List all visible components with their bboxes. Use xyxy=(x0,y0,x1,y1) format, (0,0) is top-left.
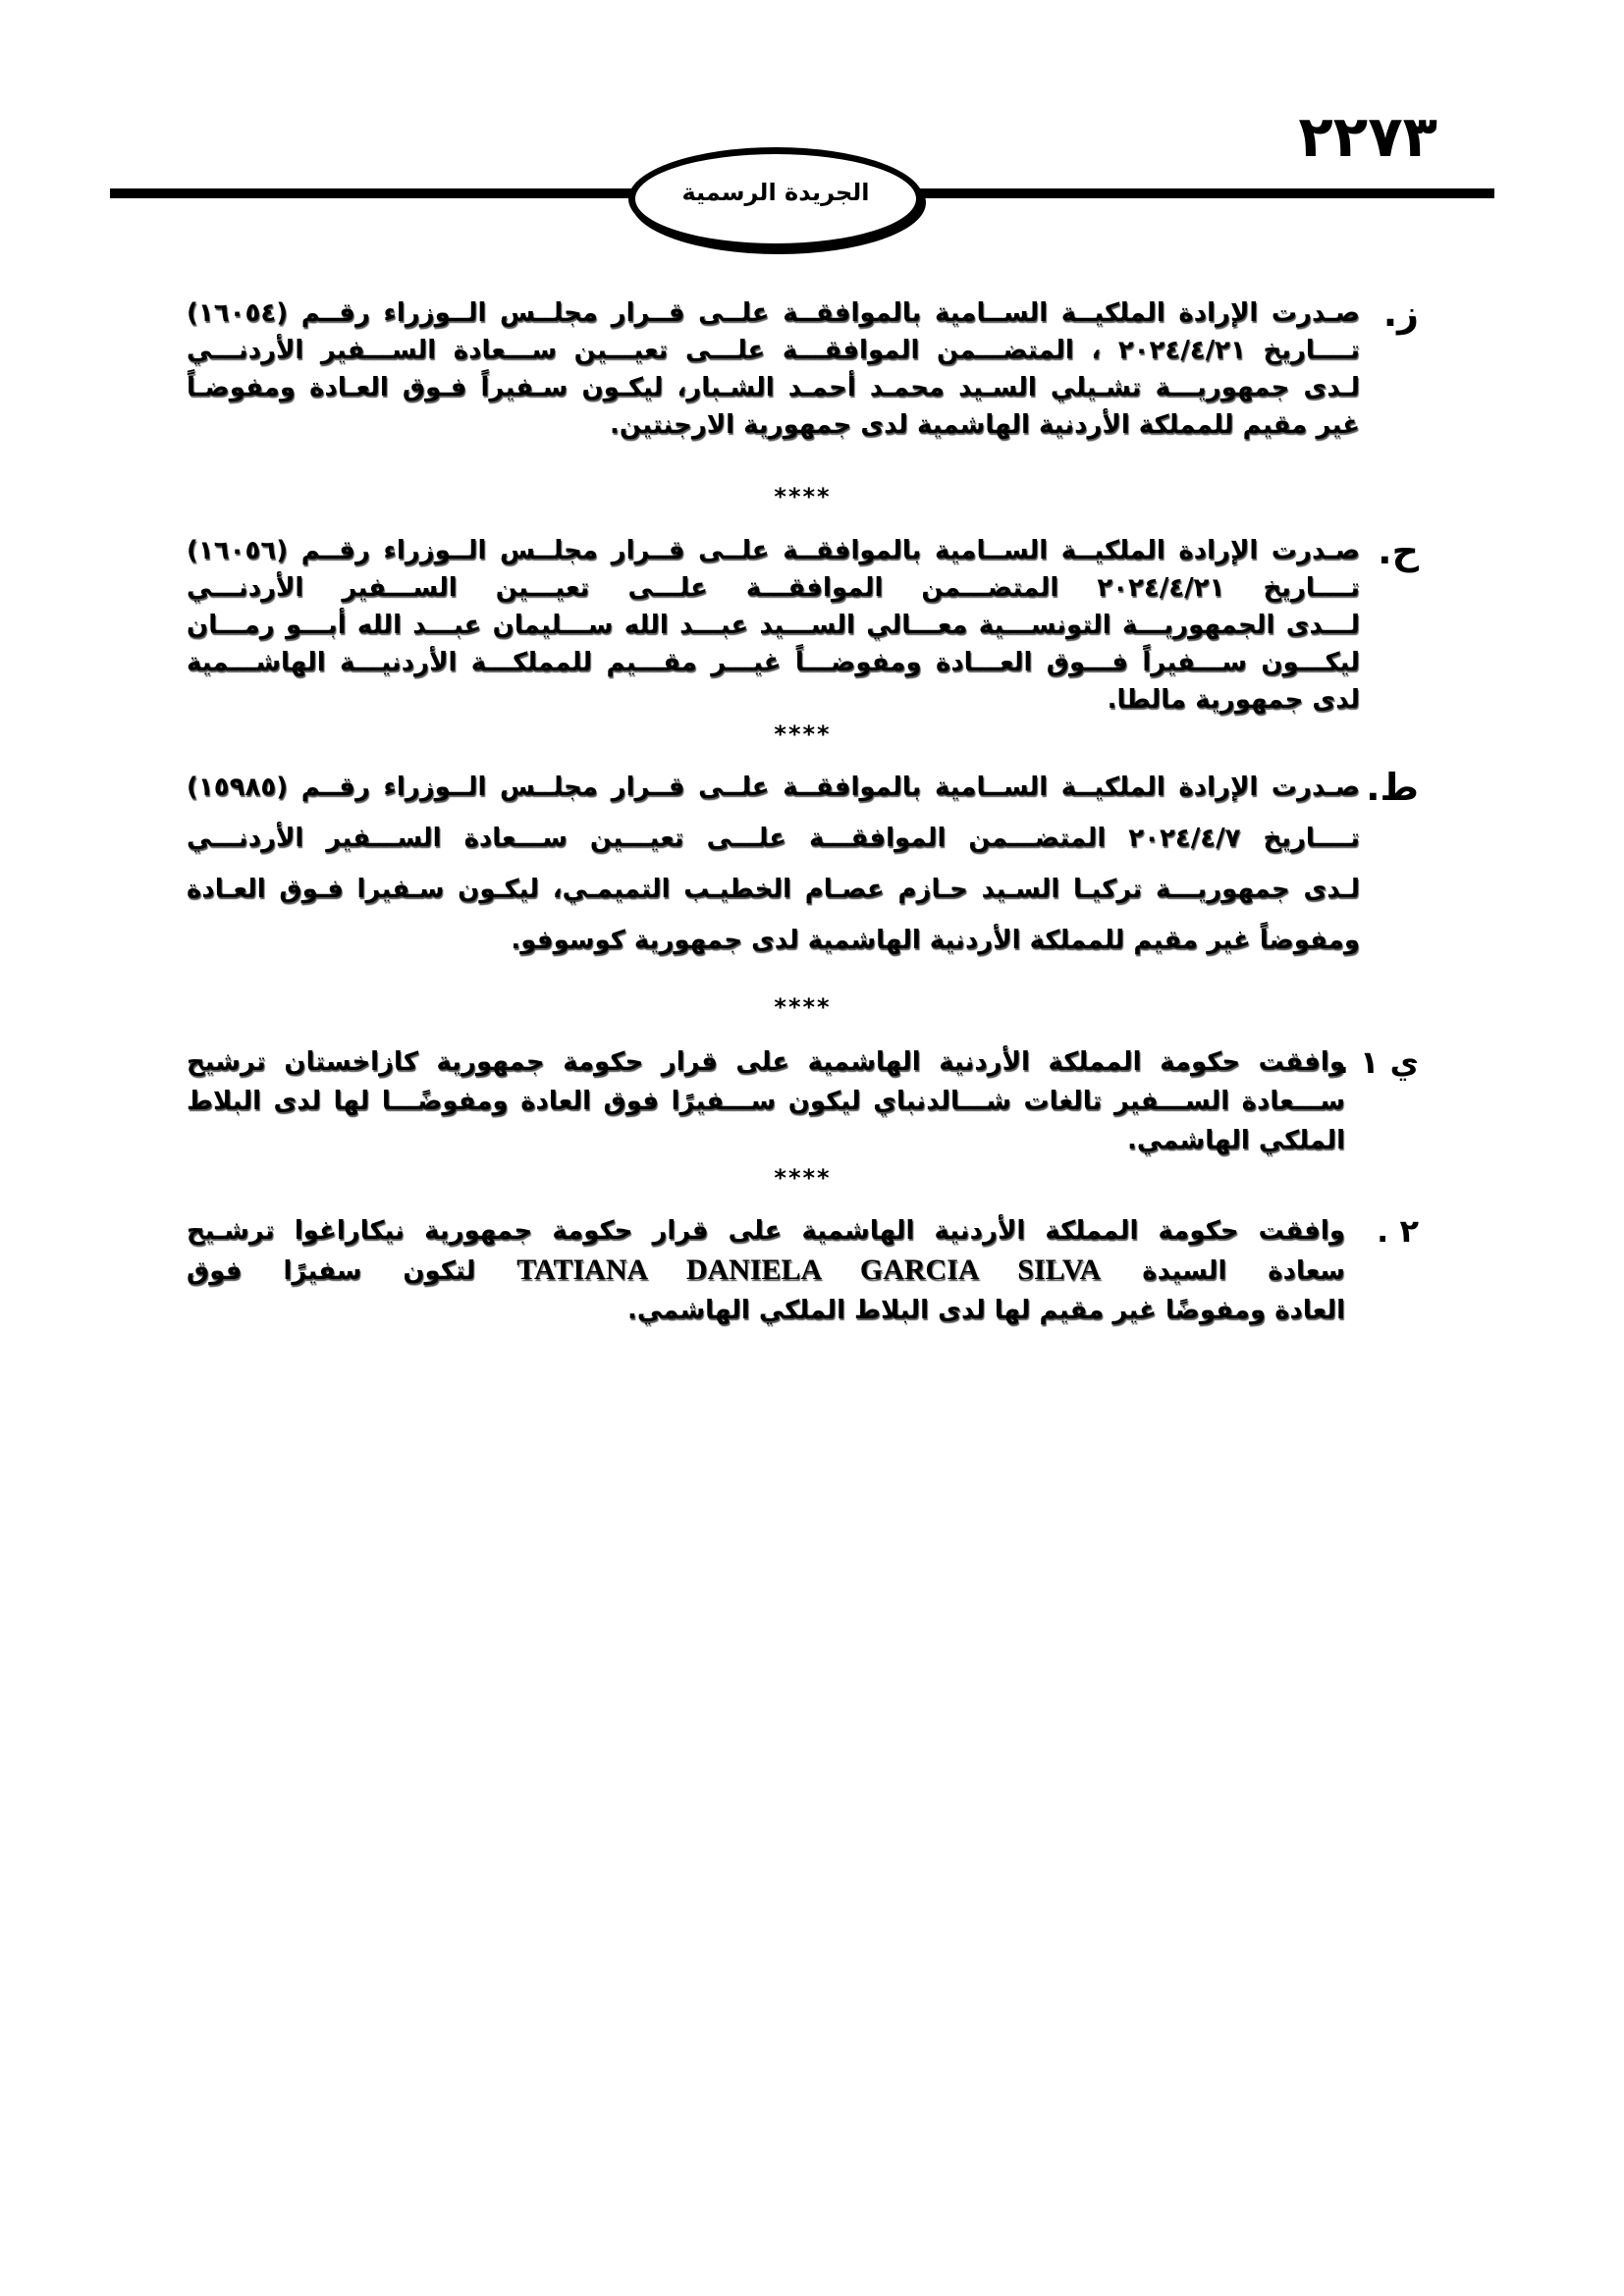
item-marker: ٢ . xyxy=(1377,1212,1419,1250)
honorific-text: سعادة السيدة xyxy=(1142,1256,1345,1286)
publication-title: الجريدة الرسمية xyxy=(681,178,870,206)
item-line: الملكي الهاشمي. xyxy=(1127,1126,1345,1155)
item-marker: ط. xyxy=(1366,766,1419,809)
item-line: غير مقيم للمملكة الأردنية الهاشمية لدى جمهورية الارجنتين. xyxy=(609,410,1360,440)
nominee-name: TATIANA DANIELA GARCIA SILVA xyxy=(516,1254,1102,1286)
item-line: ســـعادة الســـفير تالغات شـــالدنباي ليكون ســـفيرًا فوق العادة ومفوضًـــا لها لدى البلاط xyxy=(187,1087,1345,1116)
section-separator: **** xyxy=(774,1164,832,1192)
item-line: وافقت حكومة المملكة الأردنية الهاشمية على قرار حكومة جمهورية نيكاراغوا ترشـيح xyxy=(187,1216,1345,1246)
decree-item-ta xyxy=(187,762,1419,966)
item-line: صـدرت الإرادة الملكيــة الســامية بالموافقــة علــى قــرار مجلــس الــوزراء رقــم (١٦٠٥٦) xyxy=(187,536,1360,565)
approval-item-2 xyxy=(187,1211,1419,1330)
page-number: ٢٢٧٣ xyxy=(1298,103,1437,170)
item-line: تــــاريخ ٢٠٢٤/٤/٧ المتضـــمن الموافقـــة علـــى تعيـــين ســـعادة الســـفير الأردنـــي xyxy=(187,824,1360,853)
item-line: لـــدى الجمهوريـــة التونســـية معـــالي الســـيد عبـــد الله ســـليمان عبـــد الله أبـــو رمـــان xyxy=(187,611,1360,640)
item-line: ومفوضاً غير مقيم للمملكة الأردنية الهاشمية لدى جمهورية كوسوفو. xyxy=(511,926,1360,955)
item-line: العادة ومفوضًا غير مقيم لها لدى البلاط الملكي الهاشمي. xyxy=(627,1296,1345,1325)
item-marker: ي ١ . xyxy=(1336,1043,1419,1081)
section-separator: **** xyxy=(774,993,832,1021)
item-line: صـدرت الإرادة الملكيــة الســامية بالموافقــة علــى قــرار مجلــس الــوزراء رقــم (١٦٠٥٤) xyxy=(187,298,1360,328)
item-line-with-name xyxy=(187,1251,1345,1291)
item-line: لـدى جمهوريـــة تركيـا السـيد حـازم عصـام الخطيـب التميمـي، ليكـون سـفيرا فـوق العـادة xyxy=(187,875,1360,904)
item-line: صـدرت الإرادة الملكيــة الســامية بالموافقــة علــى قــرار مجلــس الــوزراء رقــم (١٥٩٨٥) xyxy=(187,773,1360,802)
document-body xyxy=(187,294,1419,1330)
section-separator: **** xyxy=(774,483,832,510)
header-oval-emblem xyxy=(628,147,923,250)
item-line: ليكـــون ســـفيراً فـــوق العـــادة ومفوضـــاً غيـــر مقـــيم للمملكـــة الأردنيـــة الهاشـــمية xyxy=(187,648,1360,677)
decree-item-ha xyxy=(187,529,1419,719)
item-line: لـدى جمهوريـــة تشـيلي السـيد محمـد أحمـد الشـبار، ليكـون سـفيراً فـوق العـادة ومفوضـاً xyxy=(187,373,1360,402)
item-line: تــــاريخ ٢٠٢٤/٤/٢١ ، المتضـــمن الموافقـــة علـــى تعيـــين ســـعادة الســـفير الأردنـــي xyxy=(187,336,1361,365)
item-marker: ح. xyxy=(1378,529,1419,572)
item-marker: ز. xyxy=(1382,292,1419,335)
decree-item-zay xyxy=(187,294,1419,444)
item-line: وافقت حكومة المملكة الأردنية الهاشمية على قرار حكومة جمهورية كازاخستان ترشيح xyxy=(187,1047,1345,1077)
approval-item-ya-1 xyxy=(187,1042,1419,1160)
section-separator: **** xyxy=(774,721,832,748)
item-line: لدى جمهورية مالطا. xyxy=(1107,685,1360,715)
role-text: لتكون سفيرًا فوق xyxy=(187,1256,476,1286)
item-line: تــــاريخ ٢٠٢٤/٤/٢١ المتضـــمن الموافقـــة علـــى تعيـــين الســـفير الأردنـــي xyxy=(187,573,1360,603)
